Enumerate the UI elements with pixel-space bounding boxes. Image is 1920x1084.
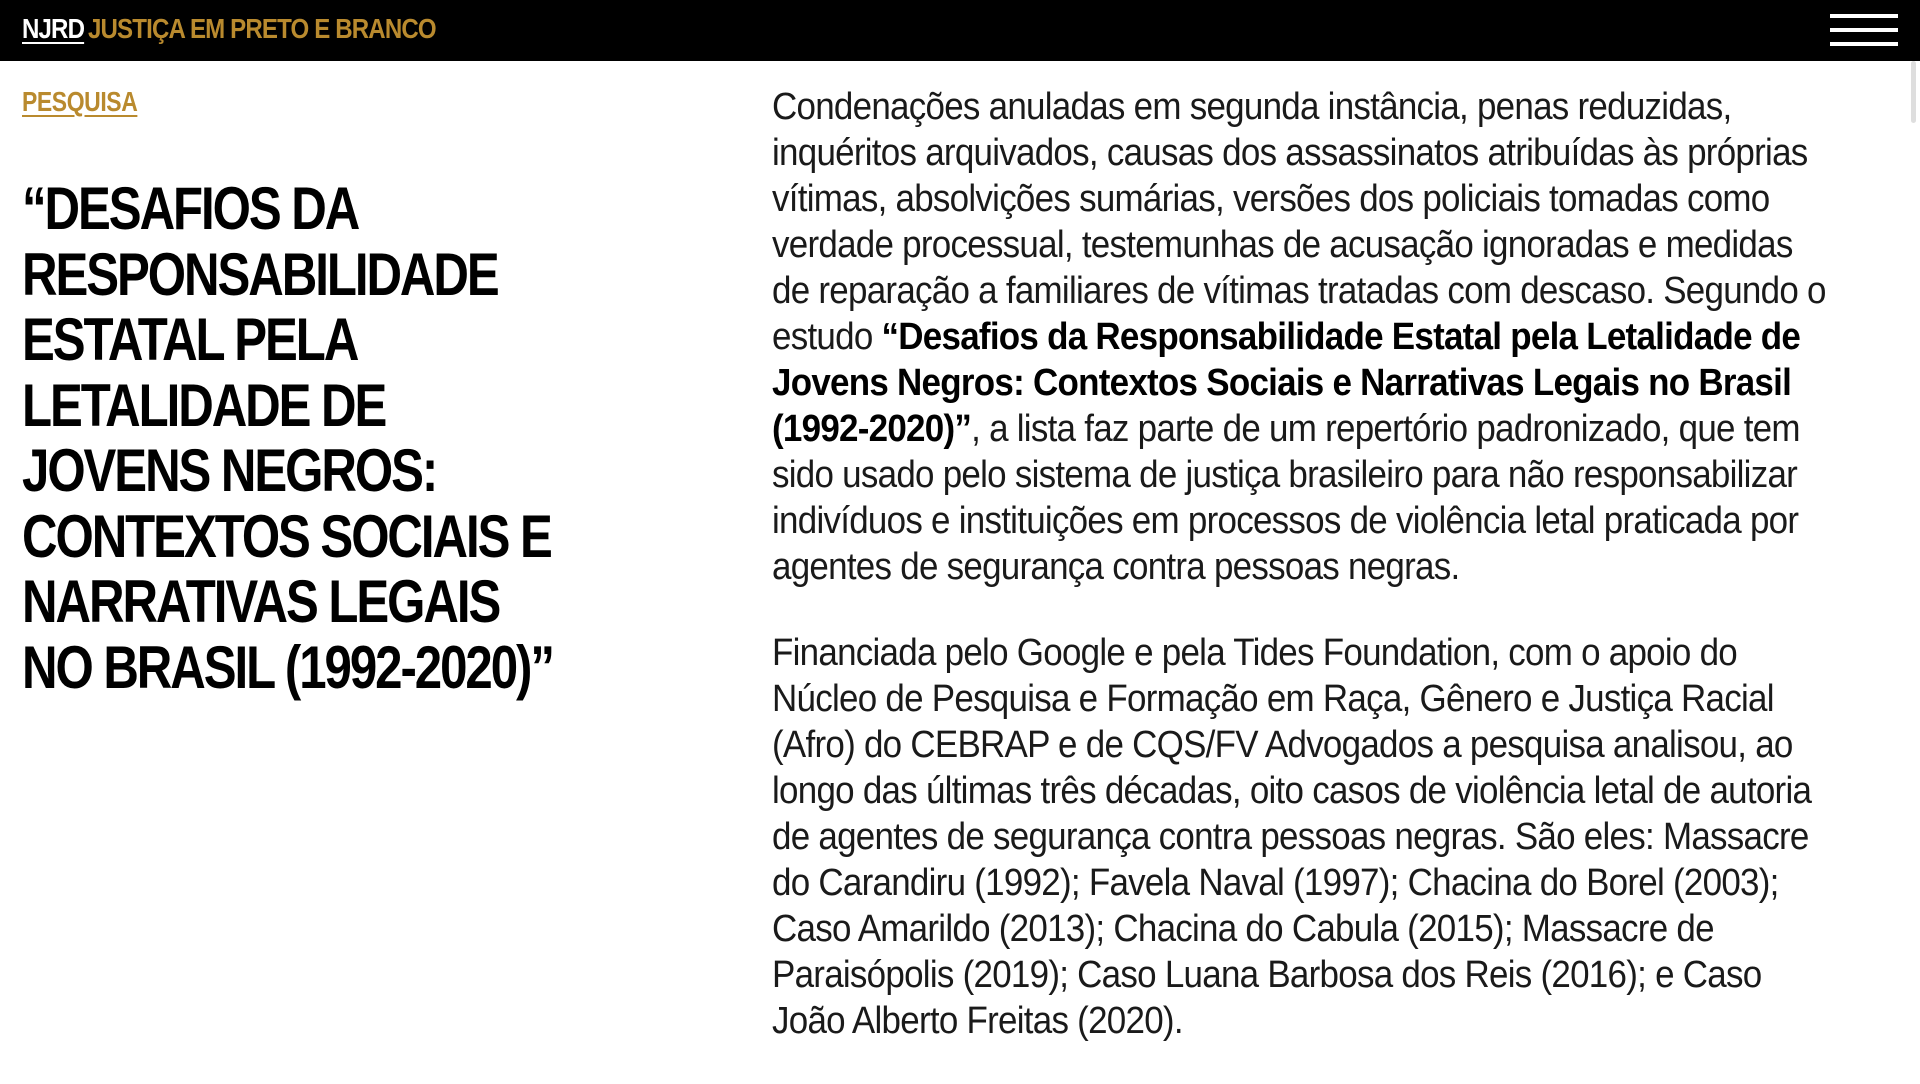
site-logo-link[interactable]: NJRD	[22, 13, 85, 44]
scrollbar-thumb[interactable]	[1911, 61, 1916, 123]
category-link[interactable]: PESQUISA	[22, 86, 138, 117]
article-paragraph-2: Financiada pelo Google e pela Tides Foundation, com o apoio do Núcleo de Pesquisa e Formação em Raça, Gênero e Justiça Racial (Afro) do CEBRAP e de CQS/FV Advogados a pesquisa analisou, ao longo das últimas três décadas, oito casos de violência letal de autoria de agentes de segurança contra pessoas negras. São eles: Massacre do Carandiru (1992); Favela Naval (1997); Chacina do Borel (2003); Caso Amarildo (2013); Chacina do Cabula (2015); Massacre de Paraisópolis (2019); Caso Luana Barbosa dos Reis (2016); e Caso João Alberto Freitas (2020).	[772, 632, 1812, 1042]
top-navigation-bar	[0, 0, 1920, 61]
article-header	[22, 84, 642, 701]
study-title-bold: “Desafios da Responsabilidade Estatal pela Letalidade de Jovens Negros: Contextos Sociais e Narrativas Legais no Brasil (1992-2020)”	[772, 316, 1801, 450]
article-title: “DESAFIOS DA RESPONSABILIDADE ESTATAL PELA LETALIDADE DE JOVENS NEGROS: CONTEXTOS SOCIAIS E NARRATIVAS LEGAIS NO BRASIL (1992-2020)”	[22, 175, 553, 701]
menu-bar-top	[1830, 14, 1898, 18]
site-name-link[interactable]: JUSTIÇA EM PRETO E BRANCO	[88, 13, 436, 44]
paragraph-1-text-end: , a lista faz parte de um repertório padronizado, que tem sido usado pelo sistema de justiça brasileiro para não responsabilizar indivíduos e instituições em processos de violência letal praticada por agentes de segurança contra pessoas negras.	[772, 408, 1800, 588]
article-body	[772, 84, 1832, 1084]
hamburger-menu-icon[interactable]	[1830, 12, 1898, 48]
article-paragraph-1	[772, 84, 1830, 590]
page-scrollbar[interactable]	[1908, 61, 1920, 1080]
menu-bar-bottom	[1830, 42, 1898, 46]
paragraph-1-text-start: Condenações anuladas em segunda instância, penas reduzidas, inquéritos arquivados, causas dos assassinatos atribuídas às próprias vítimas, absolvições sumárias, versões dos policiais tomadas como verdade processual, testemunhas de acusação ignoradas e medidas de reparação a familiares de vítimas tratadas com descaso. Segundo o estudo	[772, 86, 1826, 358]
menu-bar-middle	[1830, 28, 1898, 32]
